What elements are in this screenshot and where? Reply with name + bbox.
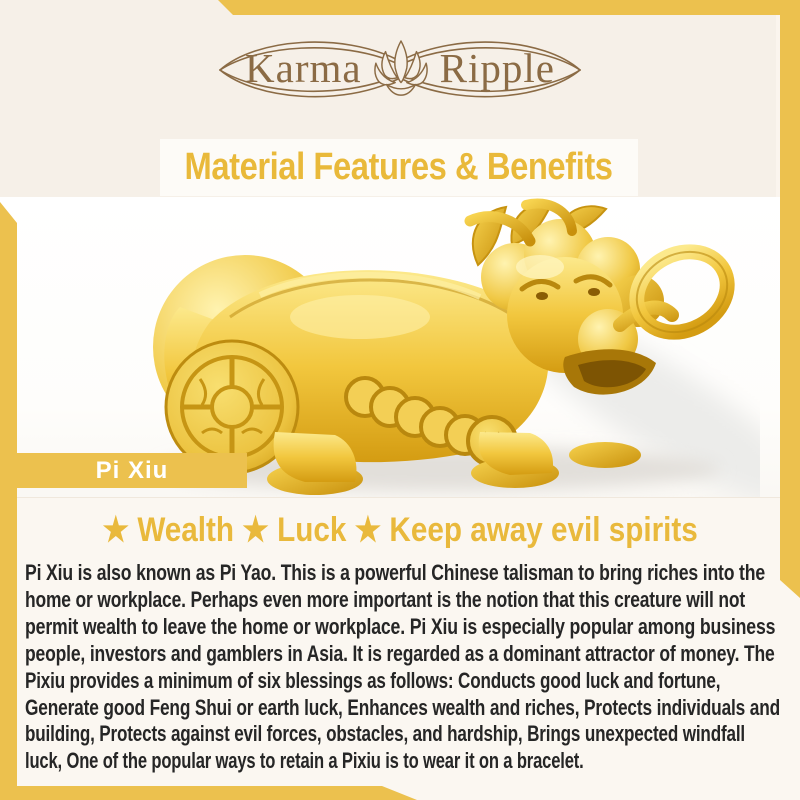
product-label-tab: [17, 453, 247, 488]
lotus-icon: [372, 38, 430, 100]
description-line: permit wealth to leave the home or workplace. Pi Xiu is especially popular among business: [25, 613, 776, 639]
header-section: [0, 0, 780, 197]
brand-logo: [212, 30, 588, 110]
brand-logo-row: [212, 30, 588, 110]
description-line: Pixiu provides a minimum of six blessings as follows: Conducts good luck and fortune,: [25, 667, 721, 693]
description-line: luck, One of the popular ways to retain a Pixiu is to wear it on a bracelet.: [25, 748, 584, 774]
product-label: Pi Xiu: [95, 456, 169, 484]
brand-word-ripple: Ripple: [439, 44, 555, 91]
benefits-section: [0, 498, 800, 800]
description-line: home or workplace. Perhaps even more important is the notion that this creature will not: [25, 586, 746, 612]
product-description: [25, 560, 781, 775]
description-line: Pi Xiu is also known as Pi Yao. This is a powerful Chinese talisman to bring riches into the: [25, 560, 765, 585]
benefits-headline-wrap: [0, 511, 800, 550]
section-title-banner: [160, 139, 638, 196]
gold-border-top: [218, 0, 800, 15]
gold-border-left: [0, 202, 17, 800]
gold-border-right: [780, 0, 800, 598]
benefits-headline: ★ Wealth ★ Luck ★ Keep away evil spirits: [102, 511, 698, 549]
brand-word-karma: Karma: [245, 44, 362, 91]
description-line: building, Protects against evil forces, obstacles, and hardship, Brings unexpected windfall: [25, 721, 746, 747]
pixiu-pendant-image: [60, 197, 760, 497]
section-title: Material Features & Benefits: [184, 146, 614, 188]
description-line: Generate good Feng Shui or earth luck, Enhances wealth and riches, Protects individuals and: [25, 694, 781, 720]
gold-border-bottom: [0, 786, 417, 800]
description-line: people, investors and gamblers in Asia. It is regarded as a dominant attractor of money. The: [25, 640, 775, 666]
header-edge-highlight: [776, 0, 780, 197]
